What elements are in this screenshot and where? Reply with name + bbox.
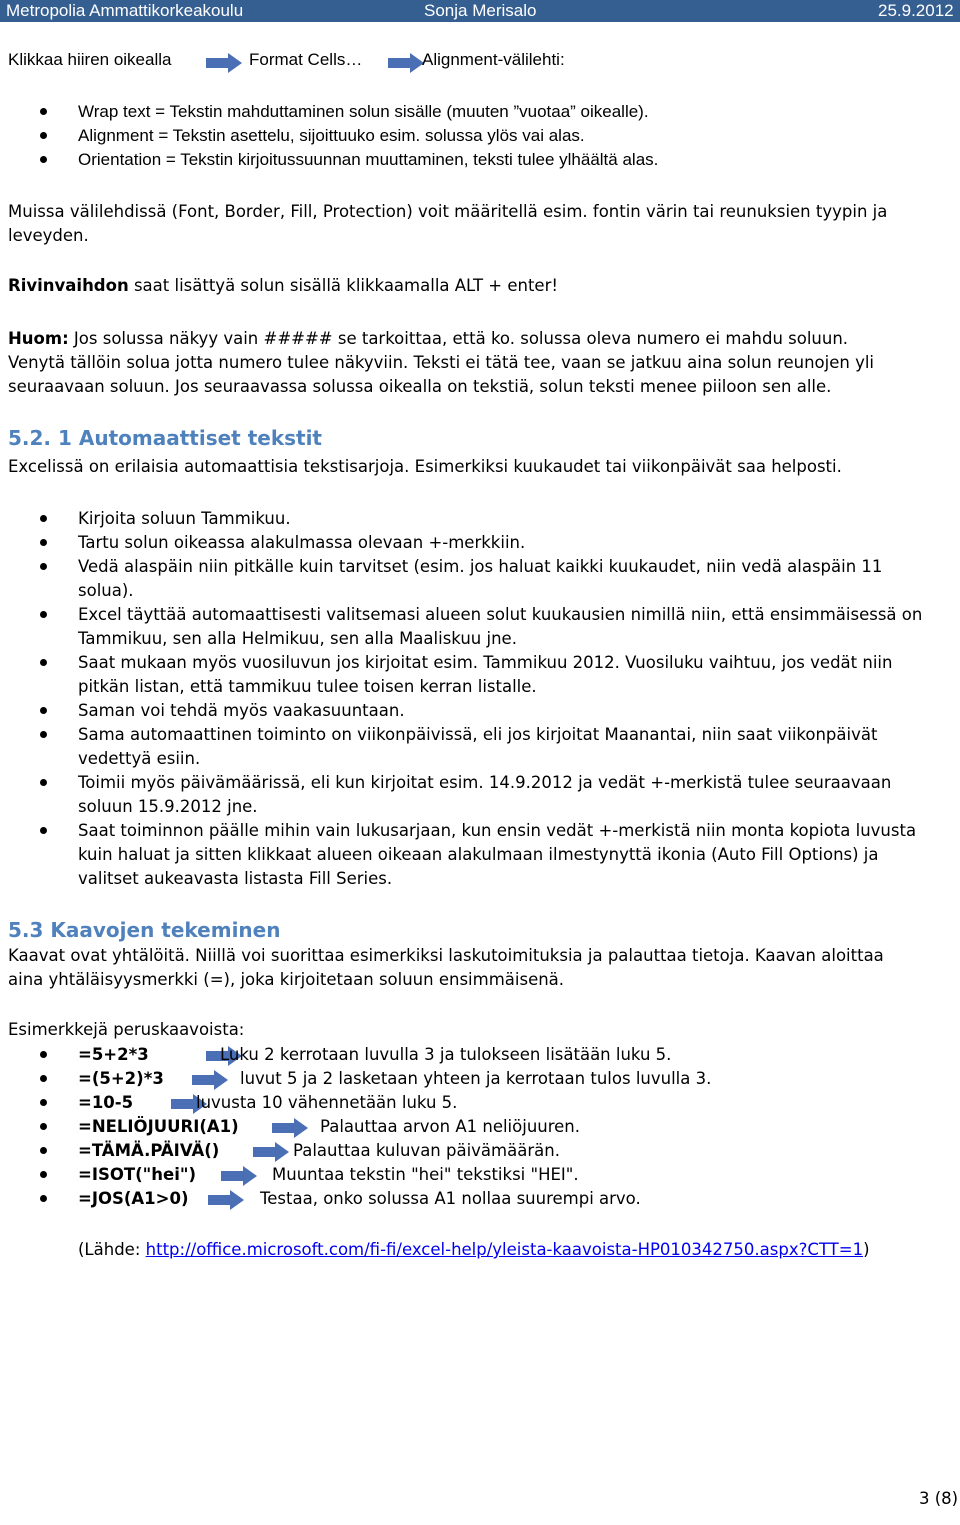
list-item: Kirjoita soluun Tammikuu.	[78, 509, 291, 528]
list-item: Saat toiminnon päälle mihin vain lukusarjaan, kun ensin vedät +-merkistä niin monta kopiota luvusta	[78, 821, 917, 840]
section-5-2-intro: Excelissä on erilaisia automaattisia tekstisarjoja. Esimerkiksi kuukaudet tai viikonpäivät saa helposti.	[8, 457, 842, 476]
source-suffix: )	[863, 1240, 870, 1259]
formula-description: Muuntaa tekstin "hei" tekstiksi "HEI".	[272, 1165, 579, 1184]
bullet-icon	[40, 1123, 47, 1130]
list-item: Sama automaattinen toiminto on viikonpäivissä, eli jos kirjoitat Maanantai, niin saat viikonpäivät	[78, 725, 878, 744]
header-institution: Metropolia Ammattikorkeakoulu	[6, 1, 244, 20]
bullet-icon	[40, 779, 47, 786]
list-item: valitset aukeavasta listasta Fill Series.	[78, 869, 393, 888]
right-arrow-icon	[388, 53, 424, 73]
bullet-icon	[40, 515, 47, 522]
format-step-1: Klikkaa hiiren oikealla	[8, 50, 172, 69]
bullet-icon	[40, 108, 47, 115]
list-item: kuin haluat ja sitten klikkaat alueen oikeaan alakulmaan ilmestynyttä ikonia (Auto Fill Options) ja	[78, 845, 879, 864]
formula: =5+2*3	[78, 1045, 149, 1064]
right-arrow-icon	[221, 1166, 257, 1186]
section-5-3-intro-1: Kaavat ovat yhtälöitä. Niillä voi suorittaa esimerkiksi laskutoimituksia ja palauttaa tietoja. Kaavan aloittaa	[8, 946, 884, 965]
list-item: Saman voi tehdä myös vaakasuuntaan.	[78, 701, 405, 720]
section-heading-5-3: 5.3 Kaavojen tekeminen	[8, 918, 281, 942]
bullet-icon	[40, 1195, 47, 1202]
list-item: Toimii myös päivämäärissä, eli kun kirjoitat esim. 14.9.2012 ja vedät +-merkistä tulee seuraavaan	[78, 773, 892, 792]
bullet-icon	[40, 156, 47, 163]
list-item: soluun 15.9.2012 jne.	[78, 797, 258, 816]
formula-description: luvut 5 ja 2 lasketaan yhteen ja kerrotaan tulos luvulla 3.	[240, 1069, 712, 1088]
format-step-2: Format Cells…	[249, 50, 363, 69]
section-heading-5-2: 5.2. 1 Automaattiset tekstit	[8, 426, 322, 450]
list-item: Alignment = Tekstin asettelu, sijoittuuko esim. solussa ylös vai alas.	[78, 126, 585, 145]
bullet-icon	[40, 563, 47, 570]
linebreak-rest: saat lisättyä solun sisällä klikkaamalla ALT + enter!	[128, 276, 558, 295]
bullet-icon	[40, 731, 47, 738]
right-arrow-icon	[208, 1190, 244, 1210]
right-arrow-icon	[253, 1142, 289, 1162]
header-date: 25.9.2012	[878, 1, 954, 20]
source-prefix: (Lähde:	[78, 1240, 146, 1259]
bullet-icon	[40, 1051, 47, 1058]
list-item: pitkän listan, että tammikuu tulee toisen kerran listalle.	[78, 677, 537, 696]
note-line-2: Venytä tällöin solua jotta numero tulee näkyviin. Teksti ei tätä tee, vaan se jatkuu aina solun reunojen yli	[8, 353, 875, 372]
formula: =TÄMÄ.PÄIVÄ()	[78, 1141, 220, 1160]
right-arrow-icon	[192, 1070, 228, 1090]
bullet-icon	[40, 1075, 47, 1082]
right-arrow-icon	[206, 53, 242, 73]
source-link[interactable]: http://office.microsoft.com/fi-fi/excel-help/yleista-kaavoista-HP010342750.aspx?CTT=1	[145, 1240, 864, 1259]
bullet-icon	[40, 659, 47, 666]
formula: =NELIÖJUURI(A1)	[78, 1117, 239, 1136]
format-step-3: Alignment-välilehti:	[422, 50, 565, 69]
bullet-icon	[40, 707, 47, 714]
formula-description: Luku 2 kerrotaan luvulla 3 ja tulokseen lisätään luku 5.	[220, 1045, 672, 1064]
formula-description: Palauttaa kuluvan päivämäärän.	[293, 1141, 560, 1160]
formula-description: Palauttaa arvon A1 neliöjuuren.	[320, 1117, 581, 1136]
note-text: Jos solussa näkyy vain ##### se tarkoittaa, että ko. solussa oleva numero ei mahdu soluun.	[68, 329, 849, 348]
formula: =(5+2)*3	[78, 1069, 164, 1088]
list-item: Tartu solun oikeassa alakulmassa olevaan +-merkkiin.	[78, 533, 526, 552]
list-item: Vedä alaspäin niin pitkälle kuin tarvitset (esim. jos haluat kaikki kuukaudet, niin vedä alaspäin 11	[78, 557, 883, 576]
list-item: Wrap text = Tekstin mahduttaminen solun sisälle (muuten ”vuotaa” oikealle).	[78, 102, 649, 121]
list-item: solua).	[78, 581, 134, 600]
other-tabs-line-1: Muissa välilehdissä (Font, Border, Fill, Protection) voit määritellä esim. fontin värin tai reunuksien tyypin ja	[8, 202, 888, 221]
note-bold: Huom:	[8, 329, 69, 348]
bullet-icon	[40, 827, 47, 834]
page-header	[0, 0, 960, 22]
formula: =ISOT("hei")	[78, 1165, 196, 1184]
formula-description: Testaa, onko solussa A1 nollaa suurempi arvo.	[260, 1189, 641, 1208]
linebreak-bold: Rivinvaihdon	[8, 276, 129, 295]
bullet-icon	[40, 1147, 47, 1154]
bullet-icon	[40, 1099, 47, 1106]
list-item: vedettyä esiin.	[78, 749, 201, 768]
page-number: 3 (8)	[919, 1489, 959, 1508]
formula-description: luvusta 10 vähennetään luku 5.	[196, 1093, 458, 1112]
examples-label: Esimerkkejä peruskaavoista:	[8, 1020, 245, 1039]
bullet-icon	[40, 539, 47, 546]
header-author: Sonja Merisalo	[424, 1, 537, 20]
list-item: Orientation = Tekstin kirjoitussuunnan muuttaminen, teksti tulee ylhäältä alas.	[78, 150, 659, 169]
other-tabs-line-2: leveyden.	[8, 226, 89, 245]
bullet-icon	[40, 1171, 47, 1178]
bullet-icon	[40, 132, 47, 139]
note-line-3: seuraavaan soluun. Jos seuraavassa solussa oikealla on tekstiä, solun teksti menee piiloon sen alle.	[8, 377, 832, 396]
right-arrow-icon	[272, 1118, 308, 1138]
formula: =JOS(A1>0)	[78, 1189, 189, 1208]
linebreak-tip	[8, 274, 558, 298]
formula: =10-5	[78, 1093, 134, 1112]
section-5-3-intro-2: aina yhtäläisyysmerkki (=), joka kirjoitetaan soluun ensimmäisenä.	[8, 970, 565, 989]
list-item: Excel täyttää automaattisesti valitsemasi alueen solut kuukausien nimillä niin, että ensimmäisessä on	[78, 605, 923, 624]
list-item: Saat mukaan myös vuosiluvun jos kirjoitat esim. Tammikuu 2012. Vuosiluku vaihtuu, jos vedät niin	[78, 653, 893, 672]
note-line-1	[8, 327, 848, 351]
source-reference	[78, 1238, 870, 1262]
list-item: Tammikuu, sen alla Helmikuu, sen alla Maaliskuu jne.	[78, 629, 517, 648]
bullet-icon	[40, 611, 47, 618]
